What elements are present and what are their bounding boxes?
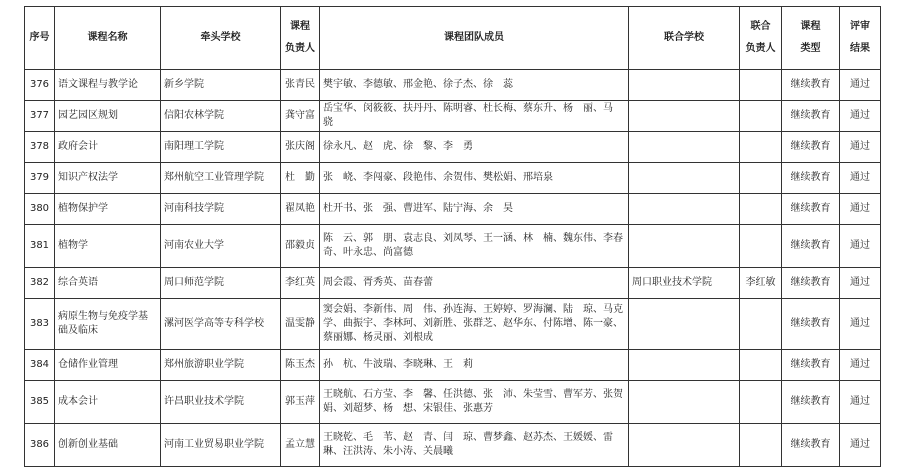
table-row [25,381,881,424]
cell-school: 新乡学院 [161,70,281,101]
col-header-partner-person-line1: 联合 [750,21,771,32]
cell-partner-leader [740,101,782,132]
cell-school: 河南农业大学 [161,225,281,268]
cell-school: 许昌职业技术学院 [161,381,281,424]
cell-result: 通过 [840,132,881,163]
cell-partner-leader [740,381,782,424]
cell-no: 383 [25,299,55,350]
cell-no: 386 [25,424,55,467]
cell-team: 周会霞、胥秀英、苗春蕾 [320,268,629,299]
cell-no: 376 [25,70,55,101]
cell-partner-school [629,194,740,225]
table-row [25,70,881,101]
cell-leader: 邵毅贞 [281,225,320,268]
cell-partner-school [629,299,740,350]
cell-no: 384 [25,350,55,381]
cell-team: 王晓航、石方莹、李 馨、任洪德、张 沛、朱莹雪、曹军芳、张贺娟、刘超梦、杨 想、宋银佳、张惠芳 [320,381,629,424]
col-header-lead-person [281,7,320,70]
col-header-result [840,7,881,70]
col-header-type-line2: 类型 [800,43,821,54]
cell-partner-leader [740,163,782,194]
cell-course: 植物保护学 [55,194,161,225]
cell-type: 继续教育 [782,194,840,225]
cell-school: 漯河医学高等专科学校 [161,299,281,350]
cell-team: 岳宝华、闵筱筱、扶丹丹、陈明睿、杜长梅、蔡东升、杨 丽、马 骁 [320,101,629,132]
cell-type: 继续教育 [782,381,840,424]
cell-course: 成本会计 [55,381,161,424]
course-table [24,6,881,467]
cell-partner-school [629,225,740,268]
table-row [25,132,881,163]
cell-school: 河南科技学院 [161,194,281,225]
cell-team: 杜开书、张 强、曹进军、陆宁海、余 昊 [320,194,629,225]
cell-team: 王晓乾、毛 苇、赵 青、闫 琼、曹梦鑫、赵苏杰、王媛媛、雷 琳、汪洪涛、朱小涛、关晨曦 [320,424,629,467]
table-row [25,101,881,132]
cell-school: 河南工业贸易职业学院 [161,424,281,467]
cell-no: 380 [25,194,55,225]
col-header-lead-school: 牵头学校 [161,7,281,70]
cell-partner-leader [740,132,782,163]
cell-leader: 翟凤艳 [281,194,320,225]
cell-result: 通过 [840,225,881,268]
col-header-course-name: 课程名称 [55,7,161,70]
cell-type: 继续教育 [782,163,840,194]
col-header-type-line1: 课程 [800,21,821,32]
cell-type: 继续教育 [782,350,840,381]
cell-result: 通过 [840,381,881,424]
cell-partner-leader [740,225,782,268]
cell-leader: 李红英 [281,268,320,299]
col-header-result-line1: 评审 [850,21,870,32]
cell-school: 南阳理工学院 [161,132,281,163]
cell-leader: 郭玉萍 [281,381,320,424]
cell-leader: 杜 勤 [281,163,320,194]
cell-type: 继续教育 [782,70,840,101]
col-header-team: 课程团队成员 [320,7,629,70]
cell-no: 378 [25,132,55,163]
cell-partner-leader [740,194,782,225]
cell-result: 通过 [840,194,881,225]
col-header-partner-person [740,7,782,70]
col-header-no: 序号 [25,7,55,70]
cell-result: 通过 [840,163,881,194]
cell-no: 381 [25,225,55,268]
col-header-type [782,7,840,70]
cell-school: 郑州旅游职业学院 [161,350,281,381]
table-row [25,225,881,268]
table-row [25,350,881,381]
cell-partner-school [629,101,740,132]
cell-leader: 孟立慧 [281,424,320,467]
cell-course: 创新创业基础 [55,424,161,467]
header-row [25,7,881,70]
cell-no: 385 [25,381,55,424]
cell-school: 周口师范学院 [161,268,281,299]
cell-type: 继续教育 [782,299,840,350]
cell-partner-leader: 李红敏 [740,268,782,299]
cell-course: 植物学 [55,225,161,268]
cell-leader: 张庆阁 [281,132,320,163]
cell-result: 通过 [840,101,881,132]
cell-partner-leader [740,299,782,350]
table-row [25,163,881,194]
cell-leader: 龚守富 [281,101,320,132]
cell-result: 通过 [840,268,881,299]
cell-course: 政府会计 [55,132,161,163]
cell-partner-leader [740,424,782,467]
cell-course: 仓储作业管理 [55,350,161,381]
cell-course: 综合英语 [55,268,161,299]
cell-leader: 张青民 [281,70,320,101]
col-header-partner-person-line2: 负责人 [745,43,776,54]
cell-result: 通过 [840,424,881,467]
cell-result: 通过 [840,350,881,381]
cell-leader: 温雯静 [281,299,320,350]
cell-partner-school [629,381,740,424]
cell-team: 张 峣、李闯豪、段艳伟、余贺伟、樊松娟、邢培泉 [320,163,629,194]
cell-no: 379 [25,163,55,194]
cell-course: 园艺园区规划 [55,101,161,132]
col-header-lead-person-line1: 课程 [290,21,310,32]
table-row [25,268,881,299]
cell-team: 樊宇敏、李德敏、邢金艳、徐子杰、徐 蕊 [320,70,629,101]
cell-course: 语文课程与教学论 [55,70,161,101]
cell-partner-school [629,350,740,381]
cell-partner-leader [740,350,782,381]
cell-leader: 陈玉杰 [281,350,320,381]
cell-school: 信阳农林学院 [161,101,281,132]
col-header-result-line2: 结果 [850,43,870,54]
cell-type: 继续教育 [782,424,840,467]
cell-partner-school: 周口职业技术学院 [629,268,740,299]
cell-type: 继续教育 [782,268,840,299]
table-row [25,299,881,350]
cell-type: 继续教育 [782,101,840,132]
cell-no: 377 [25,101,55,132]
cell-partner-leader [740,70,782,101]
cell-result: 通过 [840,70,881,101]
cell-partner-school [629,70,740,101]
cell-course: 病原生物与免疫学基础及临床 [55,299,161,350]
cell-partner-school [629,424,740,467]
cell-partner-school [629,163,740,194]
cell-partner-school [629,132,740,163]
cell-team: 孙 杭、牛波瑞、李晓琳、王 莉 [320,350,629,381]
cell-type: 继续教育 [782,225,840,268]
cell-type: 继续教育 [782,132,840,163]
cell-team: 陈 云、郭 朋、袁志良、刘凤琴、王一涵、林 楠、魏东伟、李春奇、叶永忠、尚富德 [320,225,629,268]
cell-team: 窦会娟、李新伟、周 伟、孙连海、王婷婷、罗海澜、陆 琼、马克学、曲振宇、李林珂、刘新胜、张群芝、赵华东、付陈增、陈一豪、蔡丽娜、杨灵丽、刘根成 [320,299,629,350]
cell-no: 382 [25,268,55,299]
col-header-lead-person-line2: 负责人 [285,43,315,54]
cell-course: 知识产权法学 [55,163,161,194]
col-header-partner-school: 联合学校 [629,7,740,70]
table-row [25,424,881,467]
cell-school: 郑州航空工业管理学院 [161,163,281,194]
table-row [25,194,881,225]
cell-result: 通过 [840,299,881,350]
cell-team: 徐永凡、赵 虎、徐 黎、李 勇 [320,132,629,163]
